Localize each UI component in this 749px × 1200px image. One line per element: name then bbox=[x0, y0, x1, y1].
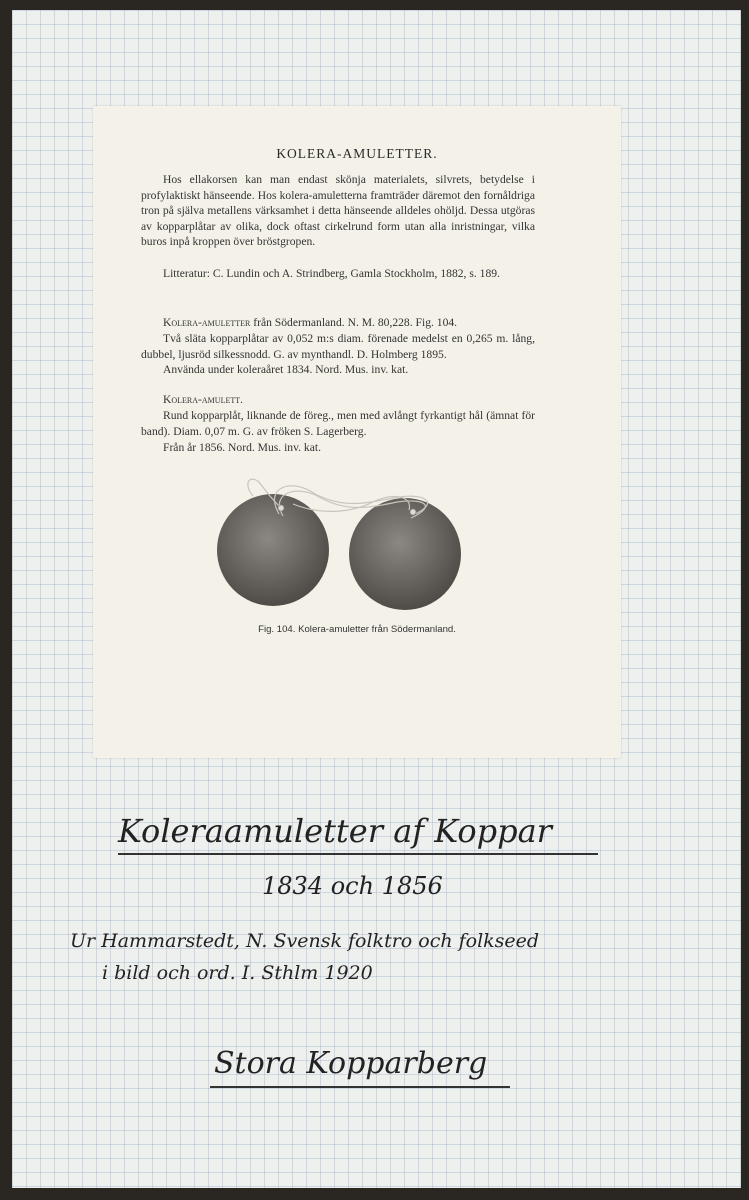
place-underline bbox=[210, 1086, 510, 1088]
handwritten-source-line1: Ur Hammarstedt, N. Svensk folktro och folkseed bbox=[70, 930, 540, 952]
title-underline bbox=[118, 853, 598, 855]
entry2-heading: Kolera-amulett. bbox=[163, 393, 244, 406]
amulet-disc-right bbox=[349, 498, 461, 610]
entry1-heading-label: Kolera-amuletter bbox=[163, 316, 251, 329]
entry2-year: Från år 1856. Nord. Mus. inv. kat. bbox=[163, 441, 321, 454]
clipping-title: KOLERA-AMULETTER. bbox=[276, 146, 438, 161]
handwritten-place: Stora Kopparberg bbox=[214, 1046, 488, 1081]
amulet-disc-left bbox=[217, 494, 329, 606]
amulet-illustration bbox=[93, 106, 621, 758]
literature-paragraph: Litteratur: C. Lundin och A. Strindberg, Gamla Stockholm, 1882, s. 189. bbox=[163, 267, 500, 280]
handwritten-source-line2: i bild och ord. I. Sthlm 1920 bbox=[102, 962, 373, 984]
intro-paragraph: Hos ellakorsen kan man endast skönja materialets, silvrets, betydelse i profylaktiskt hänseende. Hos kolera-amuletterna framträder däremot den fornåldriga tron på själva metallens värksamhet i detta hänseende alldeles ohöljd. Dessa utgöras av kopparplåtar av olika, dock oftast cirkelrund form utan alla inristningar, vilka buros inpå kroppen över bröstgropen. bbox=[141, 173, 535, 249]
printed-clipping bbox=[93, 106, 621, 758]
entry1-use: Använda under koleraåret 1834. Nord. Mus. inv. kat. bbox=[163, 363, 409, 376]
handwritten-years: 1834 och 1856 bbox=[262, 872, 443, 900]
entry2-text: Rund kopparplåt, liknande de föreg., men med avlångt fyrkantigt hål (ämnat för band). Diam. 0,07 m. G. av fröken S. Lagerberg. bbox=[141, 409, 535, 438]
entry1-heading-rest: från Södermanland. N. M. 80,228. Fig. 104. bbox=[250, 316, 458, 329]
figure-caption: Fig. 104. Kolera-amuletter från Södermanland. bbox=[258, 624, 456, 635]
entry1-text: Två släta kopparplåtar av 0,052 m:s diam. förenade medelst en 0,265 m. lång, dubbel, ljusröd silkessnodd. G. av mynthandl. D. Holmberg 1895. bbox=[141, 332, 535, 361]
handwritten-title: Koleraamuletter af Koppar bbox=[118, 812, 552, 850]
